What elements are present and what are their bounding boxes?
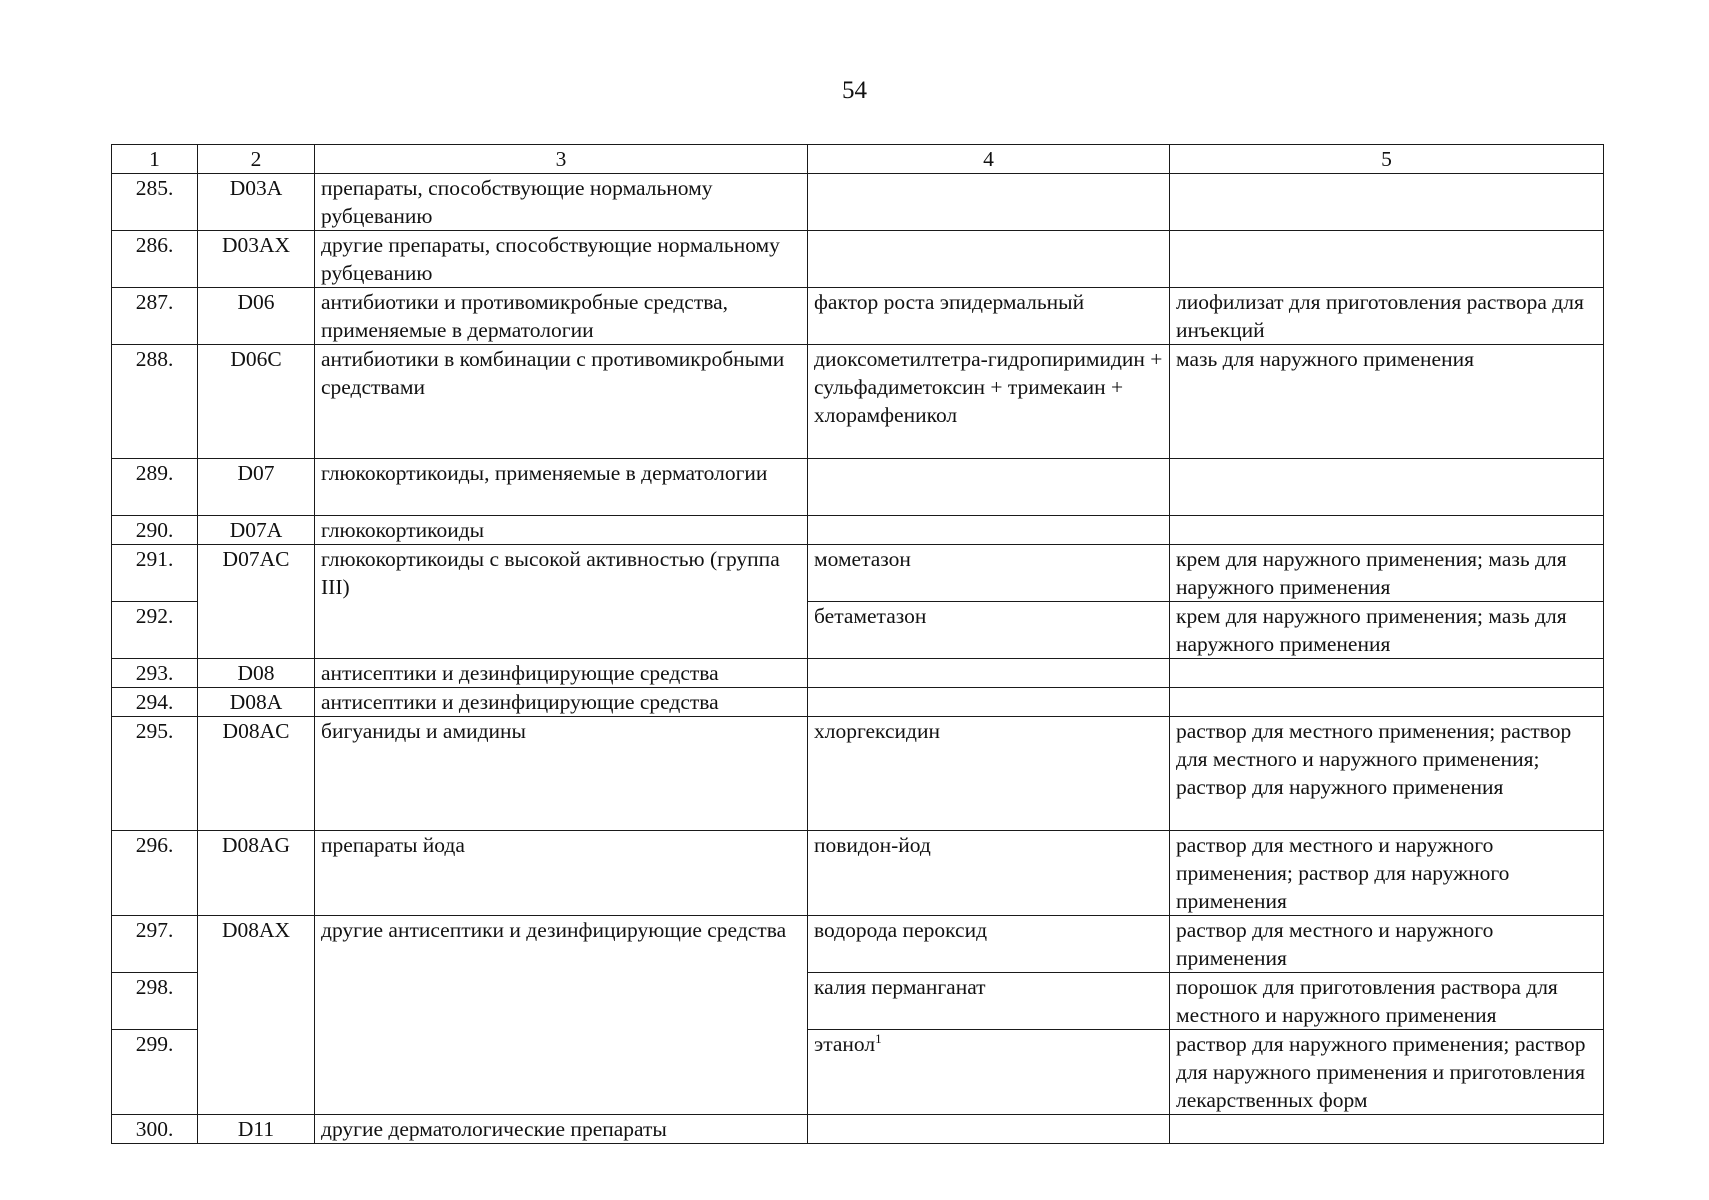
drug-name-text: этанол <box>814 1032 876 1056</box>
header-col-2: 2 <box>198 145 315 174</box>
drug-name: повидон-йод <box>808 831 1170 916</box>
page-number: 54 <box>842 77 867 104</box>
row-number: 289. <box>112 459 198 516</box>
row-number: 291. <box>112 545 198 602</box>
anatomical-group: бигуаниды и амидины <box>315 717 808 831</box>
anatomical-group: антисептики и дезинфицирующие средства <box>315 659 808 688</box>
atc-code: D08AG <box>198 831 315 916</box>
anatomical-group: препараты йода <box>315 831 808 916</box>
table-row <box>112 516 1604 545</box>
table-row <box>112 688 1604 717</box>
table-row <box>112 288 1604 345</box>
row-number: 294. <box>112 688 198 717</box>
anatomical-group: глюкокортикоиды, применяемые в дерматологии <box>315 459 808 516</box>
row-number: 288. <box>112 345 198 459</box>
dosage-forms <box>1170 516 1604 545</box>
anatomical-group: другие дерматологические препараты <box>315 1115 808 1144</box>
row-number: 286. <box>112 231 198 288</box>
dosage-forms <box>1170 1115 1604 1144</box>
dosage-forms <box>1170 688 1604 717</box>
table-row <box>112 916 1604 973</box>
atc-code: D11 <box>198 1115 315 1144</box>
header-col-1: 1 <box>112 145 198 174</box>
row-number: 296. <box>112 831 198 916</box>
dosage-forms: раствор для местного применения; раствор для местного и наружного применения; раствор для наружного применения <box>1170 717 1604 831</box>
drug-name <box>808 688 1170 717</box>
header-row <box>112 145 1604 174</box>
dosage-forms <box>1170 174 1604 231</box>
atc-code: D07 <box>198 459 315 516</box>
anatomical-group: другие препараты, способствующие нормальному рубцеванию <box>315 231 808 288</box>
table-row <box>112 831 1604 916</box>
drug-name: фактор роста эпидермальный <box>808 288 1170 345</box>
header-col-3: 3 <box>315 145 808 174</box>
drug-name: бетаметазон <box>808 602 1170 659</box>
drug-name <box>808 231 1170 288</box>
table-row <box>112 174 1604 231</box>
row-number: 285. <box>112 174 198 231</box>
atc-code: D08A <box>198 688 315 717</box>
table-row <box>112 231 1604 288</box>
dosage-forms: раствор для местного и наружного применения <box>1170 916 1604 973</box>
atc-code: D03AX <box>198 231 315 288</box>
anatomical-group: глюкокортикоиды <box>315 516 808 545</box>
anatomical-group: антибиотики и противомикробные средства, применяемые в дерматологии <box>315 288 808 345</box>
anatomical-group: антибиотики в комбинации с противомикробными средствами <box>315 345 808 459</box>
atc-code: D06C <box>198 345 315 459</box>
atc-code: D08 <box>198 659 315 688</box>
row-number: 293. <box>112 659 198 688</box>
atc-code: D08AC <box>198 717 315 831</box>
atc-code: D07A <box>198 516 315 545</box>
drug-name: хлоргексидин <box>808 717 1170 831</box>
footnote-marker: 1 <box>875 1030 882 1046</box>
dosage-forms: мазь для наружного применения <box>1170 345 1604 459</box>
header-col-5: 5 <box>1170 145 1604 174</box>
row-number: 298. <box>112 973 198 1030</box>
dosage-forms: крем для наружного применения; мазь для наружного применения <box>1170 545 1604 602</box>
table-row <box>112 459 1604 516</box>
dosage-forms: порошок для приготовления раствора для местного и наружного применения <box>1170 973 1604 1030</box>
dosage-forms <box>1170 459 1604 516</box>
drug-name <box>808 459 1170 516</box>
row-number: 292. <box>112 602 198 659</box>
anatomical-group: другие антисептики и дезинфицирующие средства <box>315 916 808 1115</box>
drug-name: водорода пероксид <box>808 916 1170 973</box>
atc-code: D07AC <box>198 545 315 659</box>
table-row <box>112 659 1604 688</box>
dosage-forms: раствор для местного и наружного применения; раствор для наружного применения <box>1170 831 1604 916</box>
anatomical-group: препараты, способствующие нормальному рубцеванию <box>315 174 808 231</box>
drug-name <box>808 659 1170 688</box>
atc-code: D03A <box>198 174 315 231</box>
header-col-4: 4 <box>808 145 1170 174</box>
drug-name <box>808 1115 1170 1144</box>
row-number: 295. <box>112 717 198 831</box>
row-number: 287. <box>112 288 198 345</box>
dosage-forms: крем для наружного применения; мазь для наружного применения <box>1170 602 1604 659</box>
drug-name: калия перманганат <box>808 973 1170 1030</box>
drug-name: диоксометилтетра-гидропиримидин + сульфадиметоксин + тримекаин + хлорамфеникол <box>808 345 1170 459</box>
dosage-forms <box>1170 659 1604 688</box>
table-row <box>112 545 1604 602</box>
atc-code: D06 <box>198 288 315 345</box>
row-number: 300. <box>112 1115 198 1144</box>
atc-code: D08AX <box>198 916 315 1115</box>
drug-name: мометазон <box>808 545 1170 602</box>
table-row <box>112 345 1604 459</box>
drug-name <box>808 174 1170 231</box>
drug-table <box>111 144 1604 1144</box>
row-number: 299. <box>112 1030 198 1115</box>
drug-name <box>808 1030 1170 1115</box>
row-number: 297. <box>112 916 198 973</box>
anatomical-group: глюкокортикоиды с высокой активностью (группа III) <box>315 545 808 659</box>
row-number: 290. <box>112 516 198 545</box>
table-row <box>112 1115 1604 1144</box>
dosage-forms <box>1170 231 1604 288</box>
anatomical-group: антисептики и дезинфицирующие средства <box>315 688 808 717</box>
dosage-forms: лиофилизат для приготовления раствора для инъекций <box>1170 288 1604 345</box>
dosage-forms: раствор для наружного применения; раствор для наружного применения и приготовления лекарственных форм <box>1170 1030 1604 1115</box>
drug-name <box>808 516 1170 545</box>
table-row <box>112 717 1604 831</box>
